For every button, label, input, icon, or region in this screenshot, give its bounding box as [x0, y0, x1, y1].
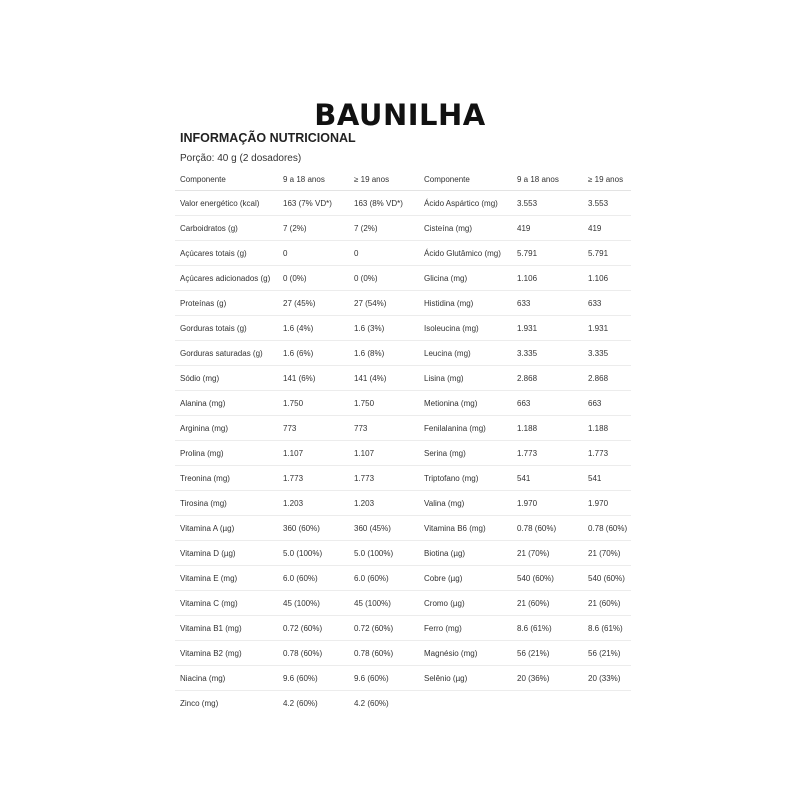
table-cell-value-19-plus: 1.106 [583, 266, 631, 291]
flavor-title: BAUNILHA [314, 98, 486, 132]
table-cell-value-19-plus: 1.750 [349, 391, 419, 416]
table-cell-value-9-18 [512, 691, 583, 716]
table-cell-value-9-18: 56 (21%) [512, 641, 583, 666]
section-title: INFORMAÇÃO NUTRICIONAL [180, 131, 356, 145]
table-cell-value-9-18: 773 [278, 416, 349, 441]
table-cell-value-9-18: 0.78 (60%) [278, 641, 349, 666]
table-cell-nutrient-name: Magnésio (mg) [419, 641, 512, 666]
table-cell-nutrient-name: Fenilalanina (mg) [419, 416, 512, 441]
table-cell-value-19-plus: 0.78 (60%) [349, 641, 419, 666]
table-cell-nutrient-name: Serina (mg) [419, 441, 512, 466]
table-cell-nutrient-name: Vitamina B2 (mg) [175, 641, 278, 666]
table-cell-value-9-18: 7 (2%) [278, 216, 349, 241]
table-row [175, 291, 631, 316]
table-cell-value-19-plus: 0.78 (60%) [583, 516, 631, 541]
header-age-19-plus-right: ≥ 19 anos [583, 168, 631, 191]
table-row [175, 491, 631, 516]
table-cell-nutrient-name: Cisteína (mg) [419, 216, 512, 241]
table-cell-value-19-plus: 0 (0%) [349, 266, 419, 291]
table-cell-nutrient-name: Prolina (mg) [175, 441, 278, 466]
table-row [175, 566, 631, 591]
table-cell-value-9-18: 5.791 [512, 241, 583, 266]
table-cell-value-19-plus: 541 [583, 466, 631, 491]
header-age-9-18-left: 9 a 18 anos [278, 168, 349, 191]
table-cell-value-19-plus: 21 (70%) [583, 541, 631, 566]
table-cell-nutrient-name: Selênio (µg) [419, 666, 512, 691]
table-cell-value-9-18: 360 (60%) [278, 516, 349, 541]
table-cell-nutrient-name [419, 691, 512, 716]
table-cell-value-19-plus: 0 [349, 241, 419, 266]
table-row [175, 641, 631, 666]
table-cell-value-19-plus: 6.0 (60%) [349, 566, 419, 591]
table-cell-value-9-18: 0 (0%) [278, 266, 349, 291]
table-cell-value-19-plus: 56 (21%) [583, 641, 631, 666]
table-cell-nutrient-name: Vitamina C (mg) [175, 591, 278, 616]
table-cell-value-19-plus: 1.970 [583, 491, 631, 516]
table-row [175, 341, 631, 366]
table-cell-value-9-18: 4.2 (60%) [283, 698, 318, 708]
table-cell-value-9-18: 6.0 (60%) [278, 566, 349, 591]
table-cell-value-9-18: 3.553 [512, 191, 583, 216]
table-cell-value-9-18: 163 (7% VD*) [278, 191, 349, 216]
table-cell-value-9-18: 0.78 (60%) [512, 516, 583, 541]
table-cell-nutrient-name: Vitamina B6 (mg) [419, 516, 512, 541]
table-cell-value-9-18: 2.868 [512, 366, 583, 391]
table-cell-value-9-18: 541 [512, 466, 583, 491]
table-row [175, 691, 631, 716]
table-cell-value-9-18: 141 (6%) [278, 366, 349, 391]
table-cell-nutrient-name: Zinco (mg) [180, 698, 219, 708]
table-row [175, 241, 631, 266]
table-cell-nutrient-name: Histidina (mg) [419, 291, 512, 316]
table-cell-nutrient-name: Valor energético (kcal) [175, 191, 278, 216]
table-row [175, 541, 631, 566]
table-row [175, 416, 631, 441]
table-cell-nutrient-name: Cobre (µg) [419, 566, 512, 591]
table-cell-value-9-18: 663 [512, 391, 583, 416]
table-cell-nutrient-name: Vitamina B1 (mg) [175, 616, 278, 641]
table-cell-value-19-plus: 540 (60%) [583, 566, 631, 591]
table-cell-value-9-18: 8.6 (61%) [512, 616, 583, 641]
table-cell-value-9-18: 1.203 [278, 491, 349, 516]
table-cell-value-19-plus: 3.553 [583, 191, 631, 216]
table-cell-value-19-plus: 1.773 [583, 441, 631, 466]
table-cell-value-19-plus: 773 [349, 416, 419, 441]
table-cell-value-19-plus: 4.2 (60%) [354, 698, 389, 708]
table-cell-value-19-plus: 1.6 (3%) [349, 316, 419, 341]
table-cell-value-19-plus: 2.868 [583, 366, 631, 391]
table-cell-value-9-18: 540 (60%) [512, 566, 583, 591]
table-cell-value-9-18: 20 (36%) [512, 666, 583, 691]
table-row [175, 191, 631, 216]
table-cell-value-19-plus: 27 (54%) [349, 291, 419, 316]
table-row [175, 516, 631, 541]
table-cell-value-9-18: 1.6 (6%) [278, 341, 349, 366]
table-cell-value-9-18: 0.72 (60%) [278, 616, 349, 641]
table-cell-value-9-18: 1.773 [512, 441, 583, 466]
table-cell-nutrient-name: Triptofano (mg) [419, 466, 512, 491]
table-cell-value-9-18: 1.931 [512, 316, 583, 341]
table-cell-value-9-18: 633 [512, 291, 583, 316]
table-cell-nutrient-name: Tirosina (mg) [175, 491, 278, 516]
table-cell-nutrient-name: Alanina (mg) [175, 391, 278, 416]
table-cell-value-19-plus: 1.107 [349, 441, 419, 466]
table-cell-value-19-plus: 21 (60%) [583, 591, 631, 616]
table-cell-value-9-18: 1.188 [512, 416, 583, 441]
table-row [175, 441, 631, 466]
table-cell-nutrient-name: Metionina (mg) [419, 391, 512, 416]
table-cell-value-19-plus [583, 691, 631, 716]
table-cell-value-9-18: 1.773 [278, 466, 349, 491]
table-cell-value-9-18: 27 (45%) [278, 291, 349, 316]
table-cell-value-19-plus: 141 (4%) [349, 366, 419, 391]
header-age-9-18-right: 9 a 18 anos [512, 168, 583, 191]
table-cell-nutrient-name: Arginina (mg) [175, 416, 278, 441]
table-cell-value-19-plus: 1.188 [583, 416, 631, 441]
table-cell-value-19-plus: 5.791 [583, 241, 631, 266]
table-header-row [175, 168, 631, 191]
table-cell-nutrient-name: Valina (mg) [419, 491, 512, 516]
table-cell-value-9-18: 21 (60%) [512, 591, 583, 616]
table-cell-value-19-plus: 7 (2%) [349, 216, 419, 241]
table-cell-value-19-plus: 663 [583, 391, 631, 416]
table-cell-nutrient-name: Biotina (µg) [419, 541, 512, 566]
table-cell-value-9-18: 45 (100%) [278, 591, 349, 616]
table-cell-nutrient-name: Gorduras totais (g) [175, 316, 278, 341]
table-cell-value-19-plus: 419 [583, 216, 631, 241]
table-cell-value-19-plus: 633 [583, 291, 631, 316]
table-cell-value-9-18: 1.107 [278, 441, 349, 466]
table-cell-value-9-18: 21 (70%) [512, 541, 583, 566]
table-cell-nutrient-name: Carboidratos (g) [175, 216, 278, 241]
table-row [175, 216, 631, 241]
table-cell-value-19-plus: 20 (33%) [583, 666, 631, 691]
table-cell-value-9-18: 9.6 (60%) [278, 666, 349, 691]
table-cell-nutrient-name: Isoleucina (mg) [419, 316, 512, 341]
table-cell-value-9-18: 5.0 (100%) [278, 541, 349, 566]
table-cell-nutrient-name: Ácido Glutâmico (mg) [419, 241, 512, 266]
table-cell-nutrient-name: Cromo (µg) [419, 591, 512, 616]
table-cell-nutrient-name: Vitamina E (mg) [175, 566, 278, 591]
table-cell-value-9-18: 1.106 [512, 266, 583, 291]
table-row [175, 316, 631, 341]
table-cell-nutrient-name: Vitamina D (µg) [175, 541, 278, 566]
table-cell-nutrient-name: Leucina (mg) [419, 341, 512, 366]
table-cell-value-9-18: 1.6 (4%) [278, 316, 349, 341]
table-cell-value-9-18: 3.335 [512, 341, 583, 366]
table-cell-value-19-plus: 1.6 (8%) [349, 341, 419, 366]
table-cell-nutrient-name: Gorduras saturadas (g) [175, 341, 278, 366]
table-cell-value-9-18: 0 [278, 241, 349, 266]
table-cell-nutrient-name: Ácido Aspártico (mg) [419, 191, 512, 216]
header-component-left: Componente [175, 168, 278, 191]
table-cell-value-19-plus: 1.203 [349, 491, 419, 516]
table-cell-nutrient-name: Ferro (mg) [419, 616, 512, 641]
table-cell-value-19-plus: 45 (100%) [349, 591, 419, 616]
table-cell-value-19-plus: 0.72 (60%) [349, 616, 419, 641]
table-cell-nutrient-name: Açúcares adicionados (g) [175, 266, 278, 291]
table-row [175, 366, 631, 391]
table-cell-nutrient-name: Niacina (mg) [175, 666, 278, 691]
table-row [175, 466, 631, 491]
table-cell-value-19-plus: 163 (8% VD*) [349, 191, 419, 216]
table-cell-nutrient-name: Proteínas (g) [175, 291, 278, 316]
table-cell-value-19-plus: 5.0 (100%) [349, 541, 419, 566]
table-cell-value-9-18: 1.970 [512, 491, 583, 516]
table-cell-nutrient-name: Lisina (mg) [419, 366, 512, 391]
table-cell-value-19-plus: 3.335 [583, 341, 631, 366]
table-body [175, 191, 631, 716]
portion-size: Porção: 40 g (2 dosadores) [180, 153, 302, 164]
table-cell-nutrient-name: Treonina (mg) [175, 466, 278, 491]
table-cell-nutrient-name: Sódio (mg) [175, 366, 278, 391]
table-cell-nutrient-name: Vitamina A (µg) [175, 516, 278, 541]
table-cell-value-19-plus: 9.6 (60%) [349, 666, 419, 691]
table-cell-value-19-plus: 360 (45%) [349, 516, 419, 541]
table-row [175, 391, 631, 416]
table-cell-value-19-plus: 1.773 [349, 466, 419, 491]
table-row [175, 666, 631, 691]
header-component-right: Componente [419, 168, 512, 191]
table-cell-value-19-plus: 1.931 [583, 316, 631, 341]
table-cell-value-19-plus: 8.6 (61%) [583, 616, 631, 641]
table-row [175, 591, 631, 616]
table-cell-value-9-18: 419 [512, 216, 583, 241]
table-cell-nutrient-name: Glicina (mg) [419, 266, 512, 291]
table-row [175, 266, 631, 291]
table-cell-value-9-18: 1.750 [278, 391, 349, 416]
table-row [175, 616, 631, 641]
table-cell-nutrient-name: Açúcares totais (g) [175, 241, 278, 266]
header-age-19-plus-left: ≥ 19 anos [349, 168, 419, 191]
nutrition-table [175, 168, 631, 715]
